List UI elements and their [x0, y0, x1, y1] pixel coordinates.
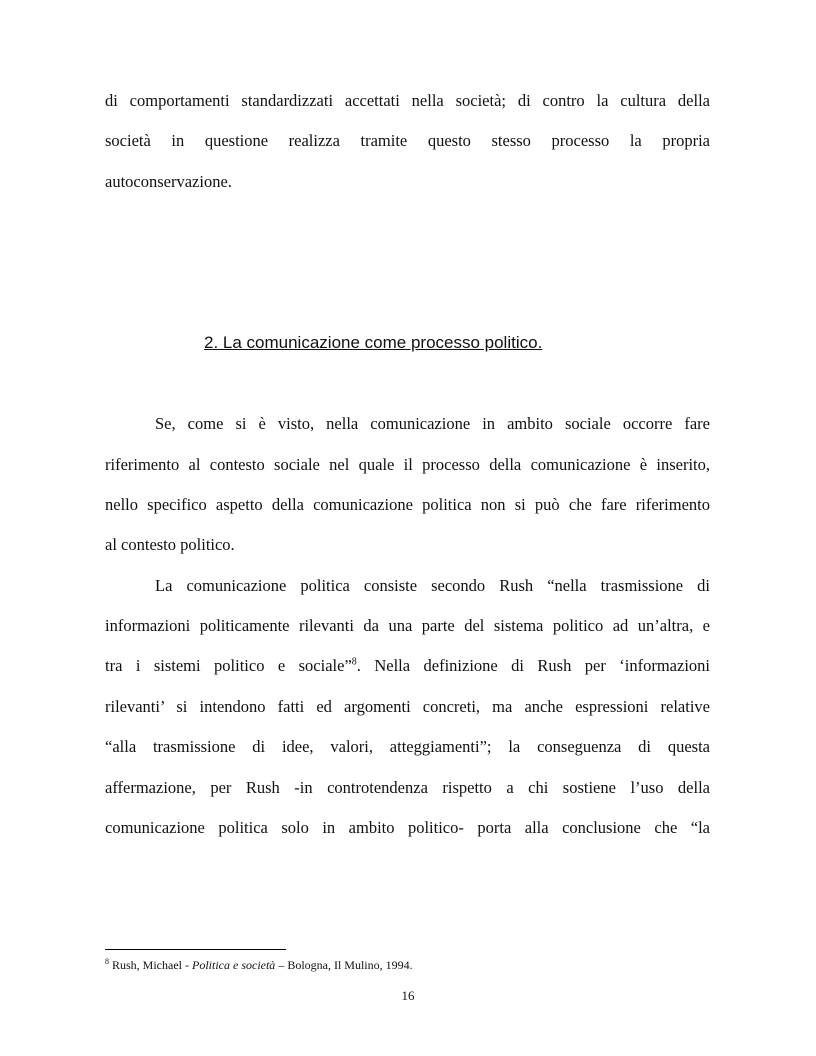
body-text-line: al contesto politico. — [105, 535, 235, 554]
footnote-publication: – Bologna, Il Mulino, 1994. — [275, 958, 413, 972]
body-text-line: La comunicazione politica consiste secondo Rush “nella trasmissione di — [155, 576, 710, 595]
body-text-line: comunicazione politica solo in ambito politico- porta alla conclusione che “la — [105, 818, 710, 837]
body-text-line: affermazione, per Rush -in controtendenza rispetto a chi sostiene l’uso della — [105, 778, 710, 797]
footnote-reference[interactable]: 8 — [351, 656, 357, 668]
body-text-line — [105, 656, 710, 676]
body-text-line: di comportamenti standardizzati accettati nella società; di contro la cultura della — [105, 91, 710, 110]
footnote-number: 8 — [105, 957, 109, 966]
body-text-line: società in questione realizza tramite questo stesso processo la propria — [105, 131, 710, 150]
footnote — [105, 957, 413, 973]
body-text-line: informazioni politicamente rilevanti da una parte del sistema politico ad un’altra, e — [105, 616, 710, 635]
section-heading: 2. La comunicazione come processo politico. — [204, 333, 543, 352]
footnote-title: Politica e società — [192, 958, 276, 972]
body-text-line: autoconservazione. — [105, 172, 232, 191]
footnote-author: Rush, Michael - — [112, 958, 192, 972]
body-text-line: rilevanti’ si intendono fatti ed argomenti concreti, ma anche espressioni relative — [105, 697, 710, 716]
body-text-line: Se, come si è visto, nella comunicazione in ambito sociale occorre fare — [155, 414, 710, 433]
body-text-fragment: tra i sistemi politico e sociale” — [105, 656, 352, 675]
body-text-line: nello specifico aspetto della comunicazione politica non si può che fare riferimento — [105, 495, 710, 514]
body-text-line: riferimento al contesto sociale nel quale il processo della comunicazione è inserito, — [105, 455, 710, 474]
body-text-fragment: . Nella definizione di Rush per ‘informazioni — [356, 656, 711, 675]
page-number: 16 — [401, 988, 415, 1003]
body-text-line: “alla trasmissione di idee, valori, atteggiamenti”; la conseguenza di questa — [105, 737, 710, 756]
footnote-divider — [105, 949, 286, 950]
